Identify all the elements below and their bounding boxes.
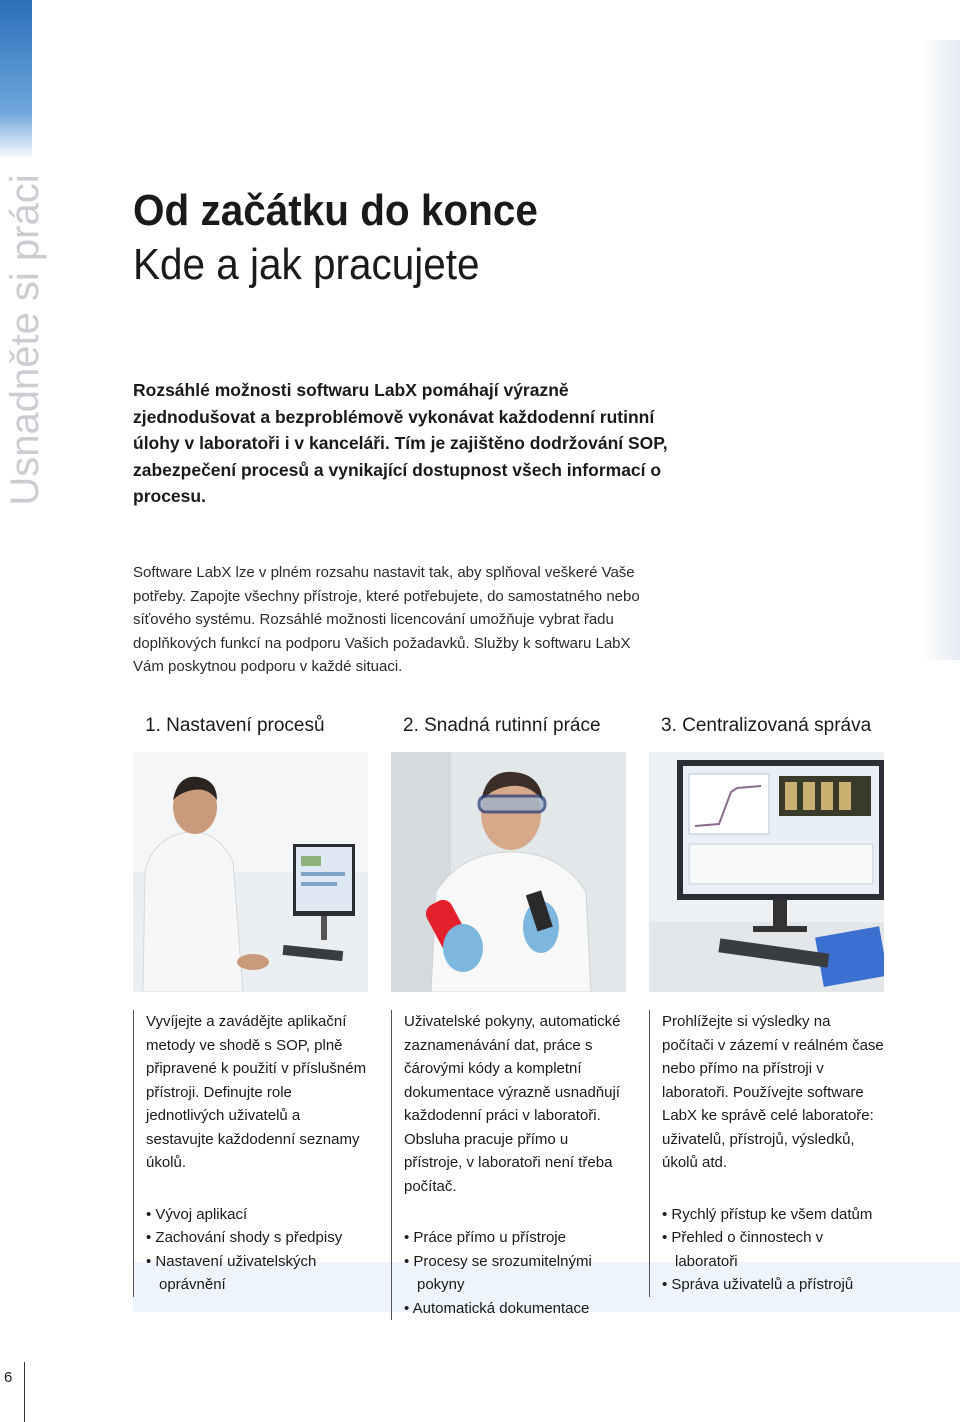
column-heading: 2. Snadná rutinní práce [403,715,601,736]
column-bullet-list [146,1203,368,1297]
column-body [649,1010,884,1297]
column-bullet-list [662,1203,884,1297]
page-number-divider [24,1362,25,1422]
list-item: • Rychlý přístup ke všem datům [662,1203,884,1227]
column-description: Vyvíjejte a zavádějte aplikační metody ve shodě s SOP, plně připravené k použití v příslušném přístroji. Definujte role jednotlivých uživatelů a sestavujte každodenní seznamy úkolů. [146,1013,367,1171]
list-item: • Vývoj aplikací [146,1203,368,1227]
column-bullet-list [404,1226,626,1320]
page-number: 6 [4,1369,13,1386]
column-body [391,1010,626,1320]
list-item: • Práce přímo u přístroje [404,1226,626,1250]
intro-paragraph: Software LabX lze v plném rozsahu nastavit tak, aby splňoval veškeré Vaše potřeby. Zapojte všechny přístroje, které potřebujete, do samostatného nebo síťového systému. Rozsáhlé možnosti licencování umožňuje vybrat řadu doplňkových funkcí na podporu Vašich požadavků. Služby k softwaru LabX Vám poskytnou podporu v každé situaci. [133,564,640,675]
column-description: Uživatelské pokyny, automatické zaznamenávání dat, práce s čárovými kódy a kompletní dokumentace výrazně usnadňují každodenní práci v laboratoři. Obsluha pracuje přímo u přístroje, v laboratoři není třeba počítač. [404,1013,621,1195]
list-item: • Procesy se srozumitelnými pokyny [404,1250,626,1297]
list-item: • Automatická dokumentace [404,1297,626,1321]
page-subtitle: Kde a jak pracujete [133,240,480,289]
list-item: • Správa uživatelů a přístrojů [662,1273,884,1297]
column-description: Prohlížejte si výsledky na počítači v zázemí v reálném čase nebo přímo na přístroji v laboratoři. Používejte software LabX ke správě celé laboratoře: uživatelů, přístrojů, výsledků, úkolů atd. [662,1013,884,1171]
column-process-setup [133,712,368,1293]
column-central-management [649,712,884,1293]
list-item: • Nastavení uživatelských oprávnění [146,1250,368,1297]
column-body [133,1010,368,1297]
photo-monitor-on-desk [649,752,884,992]
list-item: • Zachování shody s předpisy [146,1226,368,1250]
background-glow [920,40,960,660]
intro-lead-paragraph: Rozsáhlé možnosti softwaru LabX pomáhají výrazně zjednodušovat a bezproblémově vykonávat každodenní rutinní úlohy v laboratoři i v kanceláři. Tím je zajištěno dodržování SOP, zabezpečení procesů a vynikající dostupnost všech informací o procesu. [133,380,668,506]
list-item: • Přehled o činnostech v laboratoři [662,1226,884,1273]
photo-man-at-computer [133,752,368,992]
page-title: Od začátku do konce [133,186,538,235]
column-heading: 3. Centralizovaná správa [661,715,872,736]
section-side-title: Usnadněte si práci [3,174,47,506]
column-easy-routine [391,712,626,1317]
photo-lab-technician-barcode [391,752,626,992]
column-heading: 1. Nastavení procesů [145,715,325,736]
